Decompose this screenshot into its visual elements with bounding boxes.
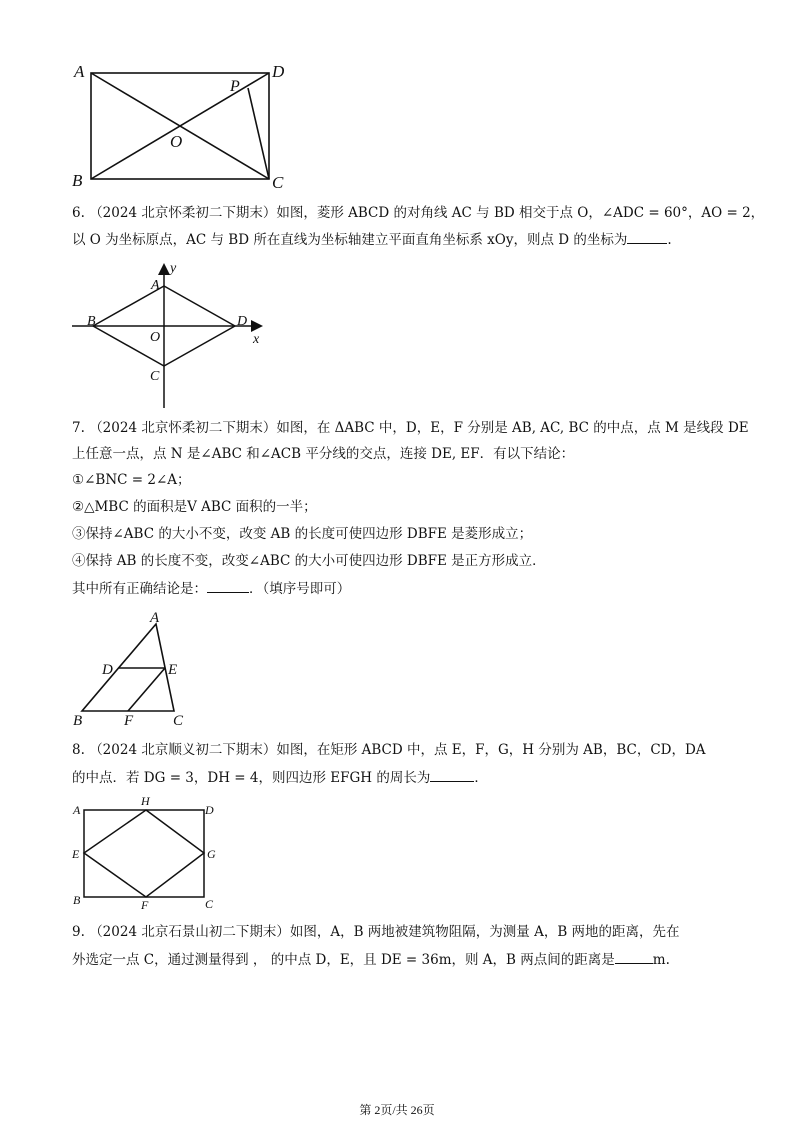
q6-number: 6. bbox=[72, 205, 85, 221]
label-B: B bbox=[73, 713, 83, 729]
label-C: C bbox=[173, 713, 184, 729]
q7-text-2: 上任意一点，点 N 是∠ABC 和∠ACB 平分线的交点，连接 DE, EF．有以下结论： bbox=[72, 446, 575, 462]
page-footer: 第 2页/共 26页 bbox=[359, 1103, 435, 1117]
q6-line-1 bbox=[72, 203, 764, 223]
q6-line-2: 以 O 为坐标原点，AC 与 BD 所在直线为坐标轴建立平面直角坐标系 xOy，则点 D 的坐标为 . bbox=[72, 229, 672, 250]
label-H: H bbox=[141, 794, 150, 808]
q8-line-1 bbox=[72, 740, 706, 760]
label-B: B bbox=[73, 893, 81, 907]
label-B: B bbox=[87, 314, 96, 329]
q9-number: 9. bbox=[72, 924, 85, 940]
label-C: C bbox=[272, 173, 284, 192]
figure-triangle-mid bbox=[70, 610, 200, 728]
q6-text-2: 以 O 为坐标原点，AC 与 BD 所在直线为坐标轴建立平面直角坐标系 xOy，则点 D 的坐标为 bbox=[72, 232, 628, 248]
q7-line-2 bbox=[72, 444, 574, 464]
label-D: D bbox=[102, 662, 113, 678]
label-D: D bbox=[205, 803, 214, 817]
q9-text-1: （2024 北京石景山初二下期末）如图，A，B 两地被建筑物阻隔，为测量 A，B 两地的距离，先在 bbox=[89, 924, 680, 940]
figure-rectangle-p bbox=[70, 58, 300, 193]
label-D: D bbox=[272, 62, 285, 81]
q7-conclusion-3: ③保持∠ABC 的大小不变，改变 AB 的长度可使四边形 DBFE 是菱形成立； bbox=[72, 526, 533, 542]
label-B: B bbox=[72, 171, 83, 190]
label-C: C bbox=[205, 897, 214, 911]
q8-number: 8. bbox=[72, 742, 85, 758]
q9-line-2: 外选定一点 C，通过测量得到 ， 的中点 D，E，且 DE = 36m，则 A，B 两点间的距离是 m. bbox=[72, 949, 670, 970]
q7-line-1 bbox=[72, 418, 749, 438]
answer-blank bbox=[430, 767, 474, 782]
answer-blank bbox=[615, 949, 653, 964]
q8-text-2: 的中点．若 DG = 3，DH = 4，则四边形 EFGH 的周长为 bbox=[72, 770, 431, 786]
label-A: A bbox=[73, 803, 81, 817]
label-x: x bbox=[253, 332, 260, 347]
answer-blank bbox=[207, 578, 249, 593]
figure-rect-efgh bbox=[70, 792, 220, 910]
label-D: D bbox=[237, 314, 248, 329]
label-A: A bbox=[74, 62, 85, 81]
q8-text-1: （2024 北京顺义初二下期末）如图，在矩形 ABCD 中，点 E，F，G，H 分别为 AB，BC，CD，DA bbox=[89, 742, 706, 758]
q8-line-2: 的中点．若 DG = 3，DH = 4，则四边形 EFGH 的周长为 ． bbox=[72, 767, 488, 788]
label-C: C bbox=[150, 369, 160, 384]
label-G: G bbox=[207, 847, 216, 861]
label-O: O bbox=[170, 132, 183, 151]
figure-rhombus-axes bbox=[70, 258, 270, 410]
label-F: F bbox=[141, 898, 149, 912]
q7-line-answer: 其中所有正确结论是： ．（填序号即可） bbox=[72, 578, 350, 599]
label-O: O bbox=[150, 330, 161, 345]
q7-conclusion-1: ①∠BNC = 2∠A； bbox=[72, 472, 191, 488]
label-P: P bbox=[230, 78, 240, 95]
label-F: F bbox=[124, 713, 134, 729]
answer-blank bbox=[627, 229, 667, 244]
q9-line-1 bbox=[72, 922, 680, 942]
label-y: y bbox=[170, 261, 177, 276]
q7-number: 7. bbox=[72, 420, 85, 436]
q7-conclusion-2: ②△MBC 的面积是V ABC 面积的一半； bbox=[72, 499, 317, 515]
q9-text-2: 外选定一点 C，通过测量得到 ， 的中点 D，E，且 DE = 36m，则 A，B 两点间的距离是 bbox=[72, 952, 615, 968]
q6-text-1: （2024 北京怀柔初二下期末）如图，菱形 ABCD 的对角线 AC 与 BD 相交于点 O，∠ADC = 60°，AO = 2， bbox=[89, 205, 765, 221]
label-A: A bbox=[151, 278, 160, 293]
q7-conclusion-4: ④保持 AB 的长度不变，改变∠ABC 的大小可使四边形 DBFE 是正方形成立． bbox=[72, 553, 546, 569]
label-E: E bbox=[168, 662, 178, 678]
q7-text-1: （2024 北京怀柔初二下期末）如图，在 ΔABC 中，D，E，F 分别是 AB, AC, BC 的中点，点 M 是线段 DE bbox=[89, 420, 749, 436]
label-A: A bbox=[150, 610, 160, 626]
label-E: E bbox=[72, 847, 80, 861]
